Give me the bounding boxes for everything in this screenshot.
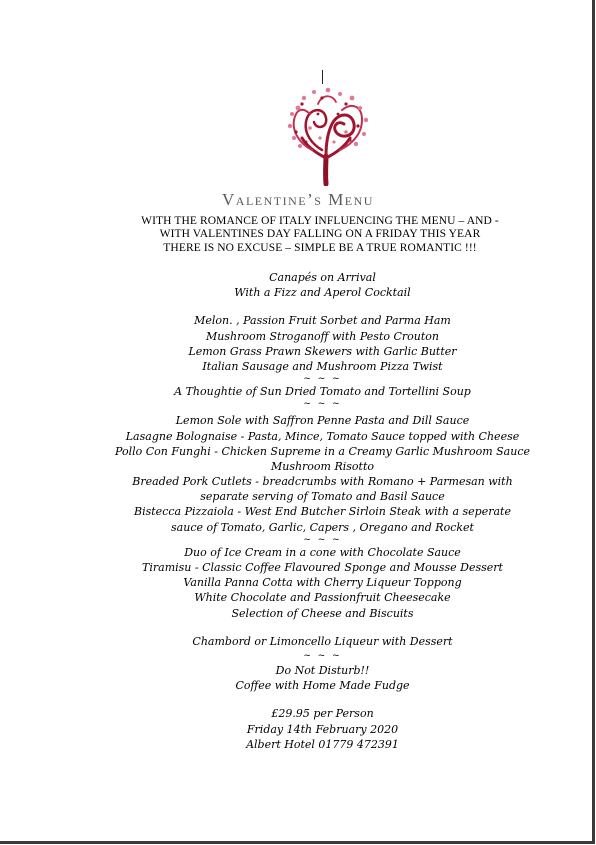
venue-line: Albert Hotel 01779 472391 bbox=[246, 737, 399, 751]
main-item: Lasagne Bolognaise - Pasta, Mince, Tomato Sauce topped with Cheese bbox=[125, 429, 520, 443]
closing-line: Coffee with Home Made Fudge bbox=[235, 679, 410, 693]
main-item: Breaded Pork Cutlets - breadcrumbs with Romano + Parmesan with bbox=[132, 475, 513, 489]
main-item: Pollo Con Funghi - Chicken Supreme in a Creamy Garlic Mushroom Sauce bbox=[114, 444, 530, 458]
divider-tick bbox=[322, 70, 323, 84]
main-item: Lemon Sole with Saffron Penne Pasta and Dill Sauce bbox=[175, 414, 470, 428]
main-item: Bistecca Pizzaiola - West End Butcher Sirloin Steak with a seperate bbox=[134, 505, 511, 519]
price-line: £29.95 per Person bbox=[271, 707, 374, 721]
menu-body bbox=[0, 270, 596, 752]
soup-item: A Thoughtie of Sun Dried Tomato and Tortellini Soup bbox=[174, 385, 471, 399]
date-line: Friday 14th February 2020 bbox=[246, 722, 399, 736]
intro-line: WITH VALENTINES DAY FALLING ON A FRIDAY THIS YEAR bbox=[159, 228, 481, 241]
intro-line: THERE IS NO EXCUSE – SIMPLE BE A TRUE ROMANTIC !!! bbox=[163, 241, 477, 254]
dessert-item: Selection of Cheese and Biscuits bbox=[231, 606, 414, 620]
course-separator: ~ ~ ~ bbox=[303, 650, 342, 661]
starter-item: Melon. , Passion Fruit Sorbet and Parma Ham bbox=[194, 314, 451, 328]
menu-title: Valentine’s Menu bbox=[222, 190, 374, 209]
course-separator: ~ ~ ~ bbox=[303, 374, 342, 385]
main-item: sauce of Tomato, Garlic, Capers , Oregano and Rocket bbox=[171, 520, 474, 534]
intro-line: WITH THE ROMANCE OF ITALY INFLUENCING THE MENU – AND - bbox=[141, 215, 499, 227]
starter-item: Mushroom Stroganoff with Pesto Crouton bbox=[206, 329, 439, 343]
main-item: Mushroom Risotto bbox=[270, 459, 375, 473]
heart-tree-logo bbox=[282, 84, 370, 186]
course-separator: ~ ~ ~ bbox=[303, 399, 342, 410]
arrival-line: With a Fizz and Aperol Cocktail bbox=[234, 286, 411, 300]
arrival-line: Canapés on Arrival bbox=[269, 271, 376, 284]
dessert-item: White Chocolate and Passionfruit Cheesecake bbox=[194, 591, 451, 605]
dessert-item: Vanilla Panna Cotta with Cherry Liqueur Toppong bbox=[183, 576, 462, 590]
intro-text bbox=[0, 215, 596, 255]
starter-item: Lemon Grass Prawn Skewers with Garlic Butter bbox=[188, 344, 457, 358]
liqueur-item: Chambord or Limoncello Liqueur with Dessert bbox=[192, 634, 453, 648]
course-separator: ~ ~ ~ bbox=[303, 534, 342, 545]
main-item: separate serving of Tomato and Basil Sauce bbox=[200, 490, 445, 504]
dessert-item: Duo of Ice Cream in a cone with Chocolate Sauce bbox=[184, 545, 461, 559]
closing-line: Do Not Disturb!! bbox=[275, 663, 370, 677]
dessert-item: Tiramisu - Classic Coffee Flavoured Sponge and Mousse Dessert bbox=[142, 561, 503, 574]
starter-item: Italian Sausage and Mushroom Pizza Twist bbox=[202, 359, 443, 373]
